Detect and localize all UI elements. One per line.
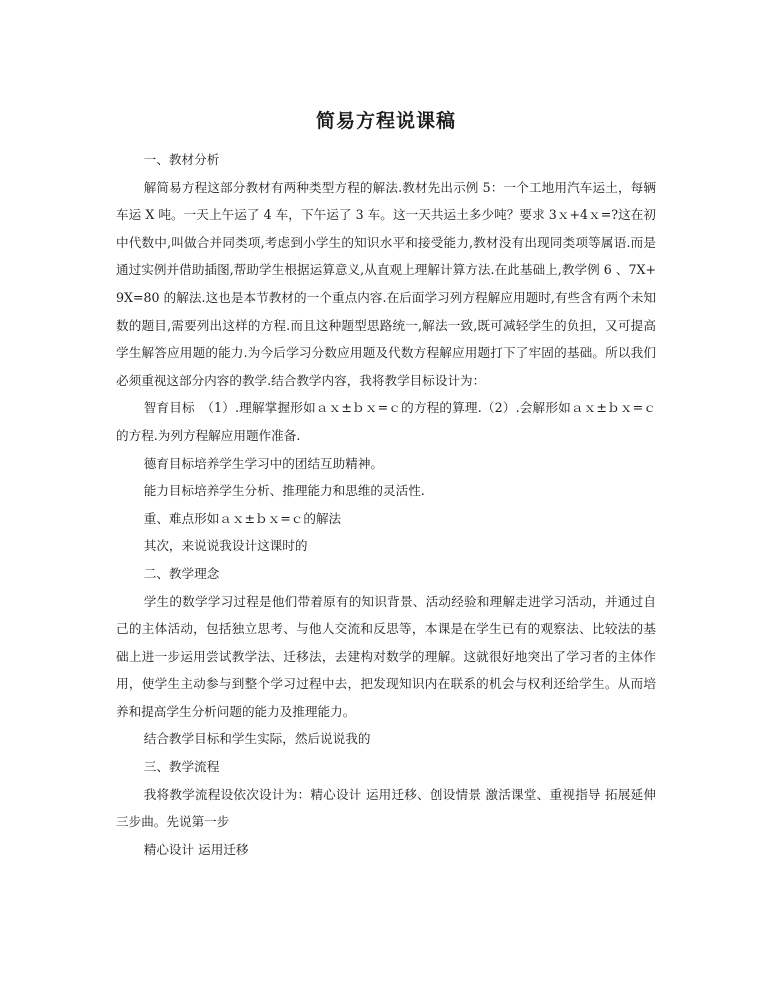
paragraph-intellectual-goal: 智育目标 （1）.理解掌握形如ａｘ±ｂｘ=ｃ的方程的算理.（2）.会解形如ａｘ±ｂｘ=ｃ的方程.为列方程解应用题作准备. [116,400,656,443]
paragraph-teaching-philosophy: 学生的数学学习过程是他们带着原有的知识背景、活动经验和理解走进学习活动，并通过自己的主体活动，包括独立思考、与他人交流和反思等，本课是在学生已有的观察法、比较法的基础上进一步运用尝试教学法、迁移法，去建构对数学的理解。这就很好地突出了学习者的主体作用，使学生主动参与到整个学习过程中去，把发现知识内在联系的机会与权利还给学生。从而培养和提高学生分析问题的能力及推理能力。 [116,593,656,719]
paragraph-step-one: 精心设计 运用迁移 [143,841,249,857]
section-heading-philosophy: 二、教学理念 [143,565,220,581]
paragraph-key-points: 重、难点形如ａｘ±ｂｘ=ｃ的解法 [143,510,342,526]
section-heading-process: 三、教学流程 [143,759,220,775]
section-heading-materials: 一、教材分析 [143,152,220,167]
document-page [116,100,656,863]
paragraph-ability-goal: 能力目标培养学生分析、推理能力和思维的灵活性. [143,483,425,499]
paragraph-teaching-process: 我将教学流程设依次设计为：精心设计 运用迁移、创设情景 激活课堂、重视指导 拓展延伸三步曲。先说第一步 [116,786,656,830]
paragraph-moral-goal: 德育目标培养学生学习中的团结互助精神。 [143,455,383,471]
paragraph-transition-2: 结合教学目标和学生实际，然后说说我的 [143,731,371,747]
paragraph-materials-analysis: 解简易方程这部分教材有两种类型方程的解法.教材先出示例 5：一个工地用汽车运土，每辆车运 X 吨。一天上午运了 4 车，下午运了 3 车。这一天共运土多少吨？要求 3ｘ+4ｘ=?这在初中代数中,叫做合并同类项,考虑到小学生的知识水平和接受能力,教材没有出现同类项等属语.而是通过实例并借助插图,帮助学生根据运算意义,从直观上理解计算方法.在此基础上,教学例 6 、7X+9X=80 的解法.这也是本节教材的一个重点内容.在后面学习列方程解应用题时,有些含有两个未知数的题目,需要列出这样的方程.而且这种题型思路统一,解法一致,既可减轻学生的负担，又可提高学生解答应用题的能力.为今后学习分数应用题及代数方程解应用题打下了牢固的基础。所以我们必须重视这部分内容的教学.结合教学内容，我将教学目标设计为： [116,179,656,388]
paragraph-transition-1: 其次，来说说我设计这课时的 [143,538,308,554]
document-title: 简易方程说课稿 [315,110,456,132]
